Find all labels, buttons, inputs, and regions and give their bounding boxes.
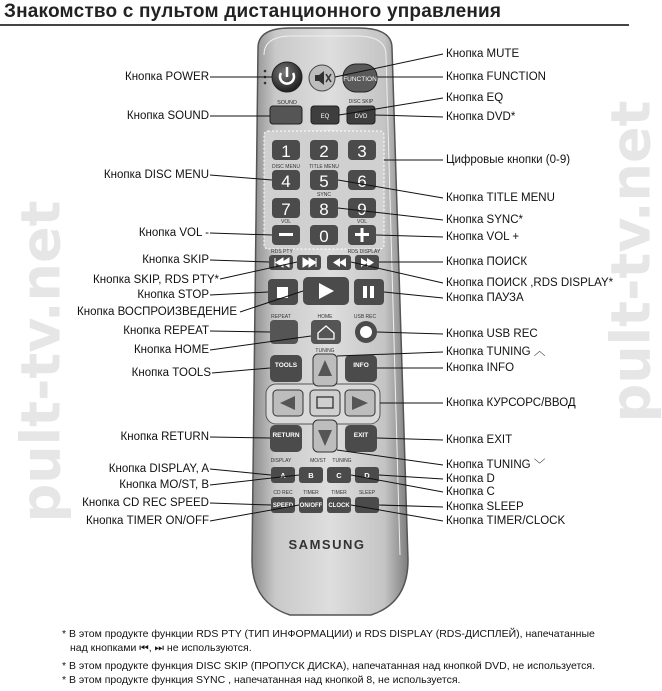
- exit-button-label: EXIT: [353, 432, 369, 439]
- timer-label: TIMER: [303, 490, 319, 496]
- label-home: Кнопка HOME: [133, 344, 209, 356]
- home-label: HOME: [317, 314, 333, 320]
- svg-text:2: 2: [319, 142, 329, 161]
- label-repeat: Кнопка REPEAT: [123, 325, 209, 337]
- label-timer-clock: Кнопка TIMER/CLOCK: [446, 515, 566, 527]
- usb-rec-label: USB REC: [353, 314, 377, 320]
- label-tools: Кнопка TOOLS: [131, 367, 211, 379]
- label-c: Кнопка C: [446, 486, 495, 498]
- label-search: Кнопка ПОИСК: [446, 256, 528, 268]
- svg-text:1: 1: [281, 142, 291, 161]
- label-number-keys: Цифровые кнопки (0-9): [446, 154, 571, 166]
- rds-pty-label: RDS PTY: [271, 249, 293, 255]
- tuning-up-label: TUNING: [315, 348, 335, 354]
- svg-text:0: 0: [319, 227, 329, 246]
- svg-text:C: C: [336, 471, 342, 480]
- sleep-label: SLEEP: [358, 490, 376, 496]
- footnote-3: * В этом продукте функция SYNC , напечатанная над кнопкой 8, не используется.: [62, 674, 461, 686]
- timer-label-2: TIMER: [331, 490, 347, 496]
- return-button-label: RETURN: [272, 432, 300, 439]
- svg-text:5: 5: [319, 172, 329, 191]
- footnote-1: * В этом продукте функции RDS PTY (ТИП ИНФОРМАЦИИ) и RDS DISPLAY (RDS-ДИСПЛЕЙ), напечатанные: [62, 628, 595, 640]
- svg-text:8: 8: [319, 200, 329, 219]
- svg-text:ON/OFF: ON/OFF: [299, 503, 323, 509]
- tuning-down-label: TUNING: [332, 458, 352, 464]
- label-mute: Кнопка MUTE: [446, 48, 520, 60]
- info-button-label: INFO: [353, 362, 369, 369]
- label-sound: Кнопка SOUND: [126, 110, 209, 122]
- watermark-right: pult-tv.net: [599, 100, 662, 423]
- enter-button: [310, 390, 340, 416]
- samsung-logo: SAMSUNG: [288, 537, 366, 552]
- rds-display-label: RDS DISPLAY: [347, 249, 381, 255]
- vol-label-left: VOL: [280, 219, 292, 225]
- label-skip-rds-pty: Кнопка SKIP, RDS PTY*: [93, 274, 219, 286]
- eq-button-label: EQ: [320, 114, 330, 120]
- label-display-a: Кнопка DISPLAY, A: [108, 463, 209, 475]
- label-cursor-enter: Кнопка КУРСОРС/ВВОД: [446, 397, 576, 409]
- repeat-button: [270, 320, 298, 344]
- svg-text:CLOCK: CLOCK: [328, 503, 350, 509]
- footnote-1b: над кнопками ⏮, ⏭ не используются.: [70, 642, 252, 654]
- sync-label: SYNC: [317, 192, 331, 198]
- mo-st-label: MO/ST: [310, 458, 326, 464]
- label-return: Кнопка RETURN: [120, 431, 209, 443]
- cd-rec-label: CD REC: [273, 490, 293, 496]
- tools-button-label: TOOLS: [274, 362, 298, 369]
- label-play: Кнопка ВОСПРОИЗВЕДЕНИЕ: [77, 306, 237, 318]
- label-function: Кнопка FUNCTION: [446, 71, 546, 83]
- sound-button: [270, 106, 302, 124]
- svg-text:B: B: [308, 471, 314, 480]
- label-vol-minus: Кнопка VOL -: [138, 227, 209, 239]
- label-eq: Кнопка EQ: [446, 92, 504, 104]
- label-usb-rec: Кнопка USB REC: [446, 328, 538, 340]
- disc-skip-label: DISC SKIP: [348, 99, 374, 105]
- svg-text:6: 6: [357, 172, 367, 191]
- svg-text:4: 4: [281, 172, 291, 191]
- watermark-left: pult-tv.net: [9, 200, 73, 523]
- vol-label-right: VOL: [356, 219, 368, 225]
- label-stop: Кнопка STOP: [137, 289, 209, 301]
- footnote-2: * В этом продукте функция DISC SKIP (ПРОПУСК ДИСКА), напечатанная над кнопкой DVD, не используется.: [62, 660, 596, 672]
- repeat-label: REPEAT: [271, 314, 291, 320]
- label-timer-on-off: Кнопка TIMER ON/OFF: [86, 515, 209, 527]
- sound-label: SOUND: [277, 100, 297, 106]
- dvd-button-label: DVD: [354, 114, 368, 120]
- label-pause: Кнопка ПАУЗА: [446, 292, 524, 304]
- label-exit: Кнопка EXIT: [446, 434, 513, 446]
- label-skip: Кнопка SKIP: [142, 254, 209, 266]
- svg-text:SPEED: SPEED: [272, 503, 294, 509]
- label-mo-st-b: Кнопка MO/ST, B: [119, 479, 209, 491]
- label-tuning-down: Кнопка TUNING ﹀: [446, 459, 546, 471]
- label-vol-plus: Кнопка VOL +: [446, 231, 520, 243]
- title-menu-label: TITLE MENU: [309, 164, 339, 170]
- label-sleep: Кнопка SLEEP: [446, 501, 524, 513]
- label-title-menu: Кнопка TITLE MENU: [446, 192, 555, 204]
- svg-text:D: D: [364, 471, 370, 480]
- home-button: [311, 320, 341, 344]
- label-d: Кнопка D: [446, 473, 495, 485]
- label-cd-rec-speed: Кнопка CD REC SPEED: [82, 497, 209, 509]
- label-power: Кнопка POWER: [125, 71, 209, 83]
- disc-menu-label: DISC MENU: [271, 164, 301, 170]
- svg-text:7: 7: [281, 200, 291, 219]
- display-label: DISPLAY: [270, 458, 292, 464]
- function-button-label: FUNCTION: [343, 76, 377, 83]
- label-disc-menu: Кнопка DISC MENU: [103, 169, 209, 181]
- transport-row: [268, 277, 384, 305]
- svg-text:9: 9: [357, 200, 367, 219]
- svg-text:A: A: [280, 471, 286, 480]
- page-title: Знакомство с пультом дистанционного управления: [4, 1, 502, 22]
- svg-text:3: 3: [357, 142, 367, 161]
- label-sync: Кнопка SYNC*: [446, 214, 523, 226]
- label-dvd: Кнопка DVD*: [446, 111, 516, 123]
- label-info: Кнопка INFO: [446, 362, 515, 374]
- label-search-rds-display: Кнопка ПОИСК ,RDS DISPLAY*: [446, 277, 614, 289]
- label-tuning-up: Кнопка TUNING ︿: [446, 346, 546, 358]
